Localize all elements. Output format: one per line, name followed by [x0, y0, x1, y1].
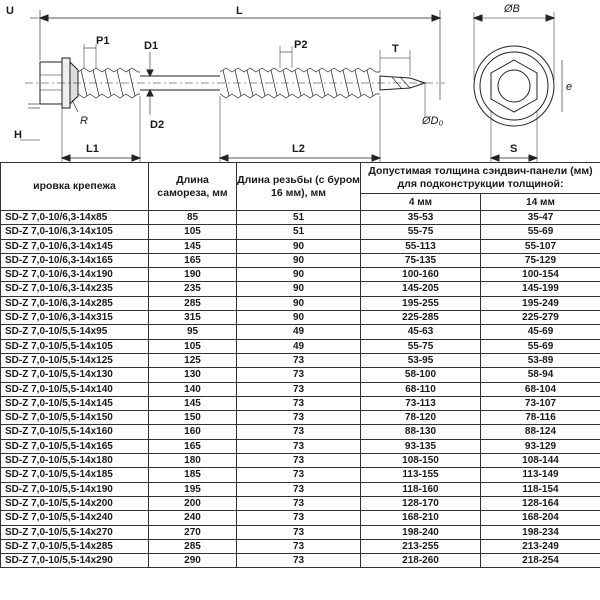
cell-panel-14mm: 225-279 [481, 311, 600, 325]
table-row [1, 439, 600, 453]
cell-panel-4mm: 168-210 [361, 511, 481, 525]
cell-panel-14mm: 108-144 [481, 454, 600, 468]
table-row [1, 253, 600, 267]
cell-panel-14mm: 213-249 [481, 539, 600, 553]
cell-panel-14mm: 55-107 [481, 239, 600, 253]
cell-mark: SD-Z 7,0-10/5,5-14x145 [1, 396, 149, 410]
cell-mark: SD-Z 7,0-10/5,5-14x160 [1, 425, 149, 439]
table-row [1, 468, 600, 482]
label-db: ØB [504, 3, 520, 15]
table-row [1, 211, 600, 225]
cell-panel-4mm: 55-75 [361, 225, 481, 239]
cell-mark: SD-Z 7,0-10/6,3-14x235 [1, 282, 149, 296]
cell-thread: 90 [237, 282, 361, 296]
table-row [1, 282, 600, 296]
label-d2: D2 [150, 119, 165, 131]
cell-mark: SD-Z 7,0-10/5,5-14x165 [1, 439, 149, 453]
cell-panel-14mm: 118-154 [481, 482, 600, 496]
table-row [1, 325, 600, 339]
cell-length: 315 [149, 311, 237, 325]
table-row [1, 554, 600, 568]
cell-length: 290 [149, 554, 237, 568]
cell-panel-14mm: 218-254 [481, 554, 600, 568]
cell-length: 165 [149, 439, 237, 453]
cell-panel-4mm: 58-100 [361, 368, 481, 382]
cell-thread: 73 [237, 454, 361, 468]
cell-mark: SD-Z 7,0-10/6,3-14x85 [1, 211, 149, 225]
cell-mark: SD-Z 7,0-10/5,5-14x140 [1, 382, 149, 396]
cell-panel-4mm: 68-110 [361, 382, 481, 396]
cell-length: 145 [149, 239, 237, 253]
cell-panel-4mm: 75-135 [361, 253, 481, 267]
cell-length: 160 [149, 425, 237, 439]
label-d0: ØD₀ [422, 115, 444, 127]
label-d1: D1 [144, 40, 159, 52]
cell-length: 145 [149, 396, 237, 410]
cell-panel-4mm: 78-120 [361, 411, 481, 425]
cell-panel-4mm: 113-155 [361, 468, 481, 482]
cell-mark: SD-Z 7,0-10/5,5-14x150 [1, 411, 149, 425]
table-row [1, 353, 600, 367]
cell-panel-4mm: 73-113 [361, 396, 481, 410]
cell-mark: SD-Z 7,0-10/5,5-14x200 [1, 496, 149, 510]
cell-thread: 51 [237, 211, 361, 225]
label-h: H [14, 129, 22, 141]
cell-thread: 73 [237, 439, 361, 453]
cell-thread: 73 [237, 482, 361, 496]
cell-thread: 49 [237, 325, 361, 339]
cell-length: 150 [149, 411, 237, 425]
cell-mark: SD-Z 7,0-10/5,5-14x270 [1, 525, 149, 539]
label-u: U [6, 5, 14, 17]
cell-length: 180 [149, 454, 237, 468]
cell-thread: 73 [237, 468, 361, 482]
cell-mark: SD-Z 7,0-10/5,5-14x190 [1, 482, 149, 496]
cell-thread: 73 [237, 382, 361, 396]
cell-length: 270 [149, 525, 237, 539]
cell-mark: SD-Z 7,0-10/5,5-14x95 [1, 325, 149, 339]
header-sub-14mm: 14 мм [481, 194, 600, 211]
cell-length: 285 [149, 296, 237, 310]
cell-panel-14mm: 168-204 [481, 511, 600, 525]
cell-panel-4mm: 55-75 [361, 339, 481, 353]
cell-mark: SD-Z 7,0-10/5,5-14x290 [1, 554, 149, 568]
cell-panel-14mm: 100-154 [481, 268, 600, 282]
cell-panel-4mm: 128-170 [361, 496, 481, 510]
cell-panel-4mm: 53-95 [361, 353, 481, 367]
table-row [1, 511, 600, 525]
cell-length: 285 [149, 539, 237, 553]
label-p1: P1 [96, 35, 110, 47]
cell-thread: 73 [237, 411, 361, 425]
table-row [1, 368, 600, 382]
cell-panel-14mm: 88-124 [481, 425, 600, 439]
cell-panel-14mm: 75-129 [481, 253, 600, 267]
label-t: T [392, 43, 399, 55]
cell-panel-4mm: 198-240 [361, 525, 481, 539]
cell-mark: SD-Z 7,0-10/5,5-14x105 [1, 339, 149, 353]
cell-panel-4mm: 45-63 [361, 325, 481, 339]
cell-panel-4mm: 108-150 [361, 454, 481, 468]
cell-panel-4mm: 100-160 [361, 268, 481, 282]
label-l2: L2 [292, 143, 305, 155]
cell-panel-4mm: 195-255 [361, 296, 481, 310]
cell-panel-14mm: 128-164 [481, 496, 600, 510]
cell-panel-14mm: 55-69 [481, 339, 600, 353]
cell-mark: SD-Z 7,0-10/5,5-14x285 [1, 539, 149, 553]
cell-thread: 73 [237, 425, 361, 439]
cell-thread: 49 [237, 339, 361, 353]
cell-thread: 73 [237, 368, 361, 382]
cell-panel-14mm: 73-107 [481, 396, 600, 410]
cell-length: 130 [149, 368, 237, 382]
cell-panel-14mm: 195-249 [481, 296, 600, 310]
table-row [1, 539, 600, 553]
table-row [1, 525, 600, 539]
cell-panel-14mm: 68-104 [481, 382, 600, 396]
cell-panel-4mm: 93-135 [361, 439, 481, 453]
cell-length: 165 [149, 253, 237, 267]
table-row [1, 411, 600, 425]
header-mark: ировка крепежа [1, 163, 149, 211]
cell-panel-4mm: 145-205 [361, 282, 481, 296]
cell-mark: SD-Z 7,0-10/5,5-14x130 [1, 368, 149, 382]
table-row [1, 482, 600, 496]
cell-panel-4mm: 55-113 [361, 239, 481, 253]
cell-panel-14mm: 113-149 [481, 468, 600, 482]
cell-thread: 73 [237, 511, 361, 525]
table-row [1, 382, 600, 396]
cell-thread: 90 [237, 239, 361, 253]
cell-mark: SD-Z 7,0-10/6,3-14x165 [1, 253, 149, 267]
cell-length: 240 [149, 511, 237, 525]
cell-mark: SD-Z 7,0-10/5,5-14x240 [1, 511, 149, 525]
cell-thread: 51 [237, 225, 361, 239]
fastener-spec-table [0, 162, 600, 568]
cell-panel-4mm: 213-255 [361, 539, 481, 553]
label-e: e [566, 81, 573, 93]
cell-mark: SD-Z 7,0-10/6,3-14x315 [1, 311, 149, 325]
cell-length: 125 [149, 353, 237, 367]
cell-thread: 90 [237, 268, 361, 282]
cell-thread: 73 [237, 539, 361, 553]
table-row [1, 225, 600, 239]
table-row [1, 268, 600, 282]
label-s: S [510, 143, 518, 155]
cell-thread: 90 [237, 253, 361, 267]
table-row [1, 296, 600, 310]
cell-length: 105 [149, 225, 237, 239]
header-panel: Допустимая толщина сэндвич-панели (мм) для подконструкции толщиной: [361, 163, 600, 194]
table-row [1, 454, 600, 468]
cell-length: 235 [149, 282, 237, 296]
cell-thread: 90 [237, 311, 361, 325]
cell-length: 200 [149, 496, 237, 510]
cell-panel-14mm: 55-69 [481, 225, 600, 239]
label-l1: L1 [86, 143, 99, 155]
cell-thread: 73 [237, 496, 361, 510]
table-row [1, 496, 600, 510]
cell-length: 185 [149, 468, 237, 482]
table-row [1, 339, 600, 353]
cell-panel-14mm: 45-69 [481, 325, 600, 339]
cell-panel-14mm: 58-94 [481, 368, 600, 382]
cell-panel-4mm: 218-260 [361, 554, 481, 568]
cell-panel-14mm: 78-116 [481, 411, 600, 425]
cell-panel-4mm: 35-53 [361, 211, 481, 225]
screw-technical-drawing [0, 0, 600, 170]
table-row [1, 396, 600, 410]
cell-length: 195 [149, 482, 237, 496]
label-p2: P2 [294, 39, 308, 51]
cell-panel-4mm: 118-160 [361, 482, 481, 496]
table-row [1, 311, 600, 325]
cell-mark: SD-Z 7,0-10/5,5-14x125 [1, 353, 149, 367]
table-row [1, 239, 600, 253]
cell-thread: 90 [237, 296, 361, 310]
cell-thread: 73 [237, 396, 361, 410]
cell-mark: SD-Z 7,0-10/5,5-14x185 [1, 468, 149, 482]
cell-panel-14mm: 93-129 [481, 439, 600, 453]
cell-mark: SD-Z 7,0-10/6,3-14x190 [1, 268, 149, 282]
cell-mark: SD-Z 7,0-10/6,3-14x145 [1, 239, 149, 253]
cell-length: 95 [149, 325, 237, 339]
cell-length: 190 [149, 268, 237, 282]
cell-thread: 73 [237, 353, 361, 367]
cell-length: 105 [149, 339, 237, 353]
cell-panel-14mm: 145-199 [481, 282, 600, 296]
header-sub-4mm: 4 мм [361, 194, 481, 211]
cell-length: 85 [149, 211, 237, 225]
label-l: L [236, 5, 243, 17]
label-r: R [80, 115, 88, 127]
cell-thread: 73 [237, 525, 361, 539]
cell-mark: SD-Z 7,0-10/5,5-14x180 [1, 454, 149, 468]
cell-panel-4mm: 88-130 [361, 425, 481, 439]
cell-panel-14mm: 198-234 [481, 525, 600, 539]
cell-panel-4mm: 225-285 [361, 311, 481, 325]
cell-panel-14mm: 35-47 [481, 211, 600, 225]
header-length: Длина самореза, мм [149, 163, 237, 211]
header-thread: Длина резьбы (с буром 16 мм), мм [237, 163, 361, 211]
cell-panel-14mm: 53-89 [481, 353, 600, 367]
cell-mark: SD-Z 7,0-10/6,3-14x285 [1, 296, 149, 310]
cell-thread: 73 [237, 554, 361, 568]
cell-mark: SD-Z 7,0-10/6,3-14x105 [1, 225, 149, 239]
cell-length: 140 [149, 382, 237, 396]
table-row [1, 425, 600, 439]
